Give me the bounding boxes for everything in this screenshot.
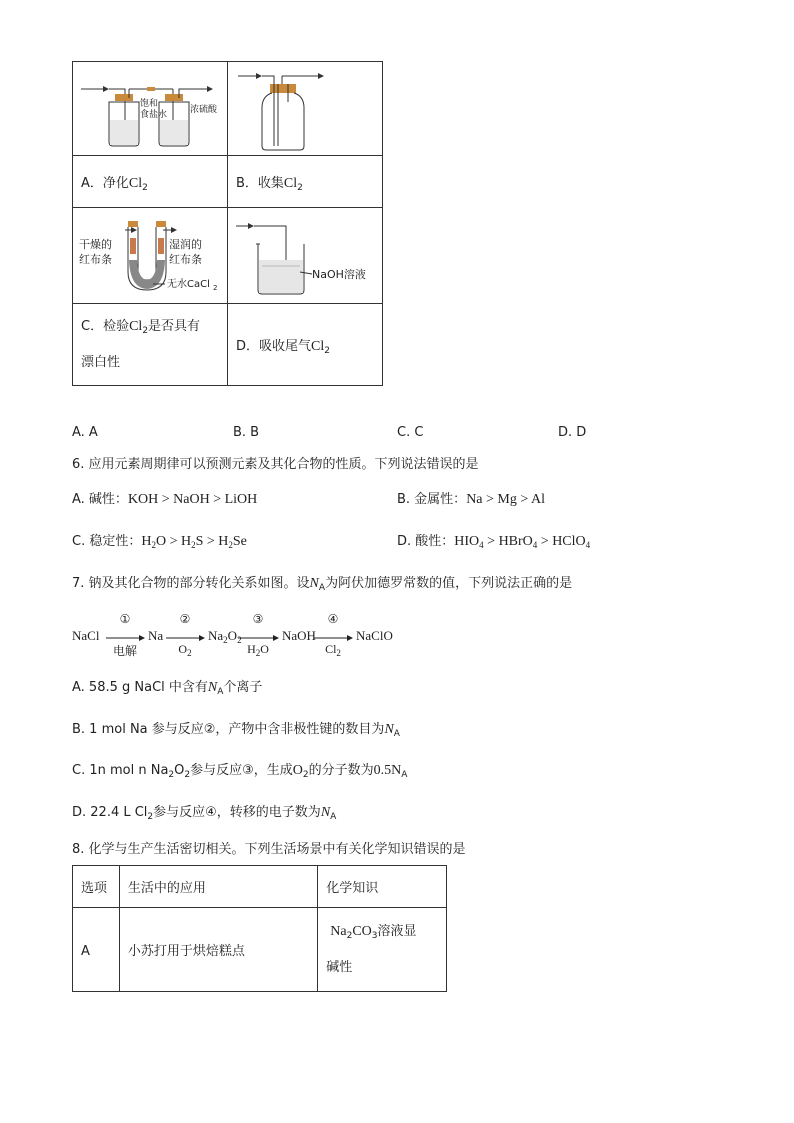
- fig-b-gas-bottle: [228, 62, 382, 155]
- q6-c-s: S > H: [195, 534, 229, 549]
- q7-d-pre: D. 22.4 L Cl: [72, 805, 148, 820]
- q6-c-sub1: 2: [151, 540, 156, 550]
- q7-option-a[interactable]: [72, 680, 262, 696]
- fig-d-label: NaOH溶液: [312, 268, 366, 281]
- q7-d-s: 2: [147, 812, 154, 822]
- q8-k-na: Na: [330, 923, 347, 939]
- q8-row-a-application-text: 小苏打用于烘焙糕点: [127, 944, 245, 959]
- q5-option-a[interactable]: A. A: [72, 425, 98, 440]
- q7-a-sub: A: [217, 687, 224, 697]
- q6-option-d[interactable]: [397, 534, 590, 550]
- q8-k-tail: 溶液显: [377, 923, 417, 939]
- q7-stem-post: 为阿伏加德罗常数的值，下列说法正确的是: [325, 576, 573, 591]
- q5-option-b[interactable]: B. B: [233, 425, 260, 440]
- cell-d-formula: Cl: [311, 338, 325, 354]
- q7-a-post: 个离子: [223, 680, 263, 695]
- fig-a-label-left: 饱和: [140, 99, 159, 109]
- arrow-4-bottom-cl: Cl: [325, 642, 337, 656]
- fig-c-label-right: 湿润的: [169, 238, 202, 251]
- q8-header-application: [119, 866, 317, 908]
- arrow-2-top: ②: [179, 612, 191, 626]
- chain-nacl: NaCl: [72, 628, 100, 643]
- arrow-2: [166, 634, 206, 642]
- cell-d-text: D．吸收尾气: [236, 338, 312, 354]
- q6-c-o: O > H: [155, 534, 192, 549]
- fig-c-u-tube: [73, 208, 227, 303]
- q6-d-1s: 4: [479, 540, 484, 550]
- q6-a-formula: KOH > NaOH > LiOH: [127, 492, 258, 507]
- q6-d-3: > HClO: [537, 534, 586, 549]
- fig-c-label-left-2: 红布条: [79, 253, 112, 266]
- q6-b-label: B. 金属性：: [397, 492, 467, 507]
- q8-header-knowledge-text: 化学知识: [326, 881, 379, 896]
- q7-c-o: O: [292, 763, 303, 778]
- q7-a-pre: A. 58.5 g NaCl 中含有: [72, 680, 208, 695]
- q8-table: [72, 865, 447, 992]
- cell-a-text: A．净化: [81, 175, 129, 191]
- q7-c-tail: 的分子数为: [308, 763, 374, 778]
- q6-c-label: C. 稳定性：: [72, 534, 142, 549]
- arrow-1: [106, 634, 146, 642]
- fig-a-label-right: 浓硫酸: [190, 105, 218, 115]
- arrow-4-top: ④: [327, 612, 339, 626]
- q6-a-label: A. 碱性：: [72, 492, 128, 507]
- q6-b-formula: Na > Mg > Al: [466, 492, 545, 507]
- q7-c-s2: 2: [184, 770, 191, 780]
- q7-b-na: N: [384, 722, 394, 737]
- q8-k-na-sub: 2: [346, 930, 353, 941]
- fig-c-label-left: 干燥的: [79, 238, 112, 251]
- arrow-3-bottom-o: O: [260, 642, 269, 656]
- q8-header-knowledge: [318, 866, 447, 908]
- q8-header-application-text: 生活中的应用: [127, 881, 206, 896]
- q8-header-option: [73, 866, 120, 908]
- chain-na2o2-s1: 2: [223, 635, 228, 645]
- q7-reaction-chain: [72, 612, 402, 662]
- q7-stem-na: N: [309, 576, 319, 591]
- q7-stem-na-sub: A: [318, 583, 326, 593]
- fig-a-cell: [73, 62, 228, 156]
- q7-a-na: N: [207, 680, 218, 695]
- fig-d-cell: [228, 208, 383, 304]
- q7-c-vals: A: [401, 770, 408, 780]
- arrow-3-bottom-sub: 2: [255, 648, 261, 658]
- q5-option-d[interactable]: D. D: [558, 425, 587, 440]
- q6-stem: 6. 应用元素周期律可以预测元素及其化合物的性质。下列说法错误的是: [72, 457, 479, 472]
- q6-d-3s: 4: [585, 540, 591, 550]
- q8-row-a-application: [119, 908, 317, 992]
- q7-c-post: 参与反应③，生成: [190, 763, 293, 778]
- fig-a-label-left-2: 食盐水: [140, 110, 168, 120]
- q6-option-a[interactable]: [72, 492, 257, 508]
- cell-b: [228, 156, 383, 208]
- arrow-3-bottom: [238, 642, 278, 657]
- q5-option-c[interactable]: C. C: [397, 425, 424, 440]
- arrow-4: [314, 634, 354, 642]
- q8-header-option-text: 选项: [81, 881, 108, 896]
- q7-b-pre: B. 1 mol Na 参与反应②，产物中含非极性键的数目为: [72, 722, 385, 737]
- arrow-1-top: ①: [119, 612, 131, 626]
- arrow-2-bottom: [166, 642, 204, 657]
- cell-b-formula: Cl: [283, 175, 298, 191]
- arrow-3-top: ③: [252, 612, 264, 626]
- q8-row-a-option: [73, 908, 120, 992]
- q7-c-mid: O: [174, 763, 185, 778]
- q8-k-co: CO: [352, 923, 372, 939]
- q6-option-c[interactable]: [72, 534, 247, 550]
- q6-d-label: D. 酸性：: [397, 534, 455, 549]
- cell-a: [73, 156, 228, 208]
- q6-c-se: Se: [232, 534, 247, 549]
- chain-naclo: NaClO: [356, 628, 393, 643]
- q6-c-h: H: [141, 534, 152, 549]
- cell-c: [73, 304, 228, 386]
- chain-na2o2-na: Na: [208, 628, 224, 643]
- q8-stem: 8. 化学与生产生活密切相关。下列生活场景中有关化学知识错误的是: [72, 842, 466, 857]
- q6-c-sub3: 2: [228, 540, 233, 550]
- cell-b-sub: 2: [297, 182, 303, 193]
- arrow-2-bottom-sub: 2: [187, 648, 192, 658]
- arrow-2-bottom-o: O: [178, 642, 188, 656]
- fig-a-wash-bottles: [73, 62, 227, 155]
- chain-na2o2-s2: 2: [237, 635, 242, 645]
- cell-c-tail: 是否具有: [148, 318, 201, 334]
- fig-d-beaker: [228, 208, 382, 303]
- q6-d-2s: 4: [532, 540, 538, 550]
- cell-b-text: B．收集: [236, 175, 284, 191]
- q7-d-sub: A: [330, 812, 337, 822]
- q7-option-c[interactable]: [72, 763, 407, 779]
- q7-b-sub: A: [393, 729, 400, 739]
- chain-na: Na: [148, 628, 164, 643]
- cell-a-sub: 2: [142, 182, 148, 193]
- q8-k-co-sub: 3: [371, 930, 378, 941]
- q6-d-1: HIO: [454, 534, 480, 549]
- cell-c-line2: 漂白性: [81, 354, 121, 370]
- fig-b-cell: [228, 62, 383, 156]
- arrow-4-bottom-sub: 2: [336, 648, 341, 658]
- q7-c-os: 2: [302, 770, 309, 780]
- fig-c-label-bottom: 无水CaCl: [167, 279, 210, 290]
- cell-d: [228, 304, 383, 386]
- chain-na2o2-o: O: [227, 628, 238, 643]
- q6-d-2: > HBrO: [483, 534, 533, 549]
- q8-k-line2: 碱性: [326, 959, 353, 975]
- cell-d-sub: 2: [324, 345, 330, 356]
- q5-apparatus-table: [72, 61, 383, 386]
- arrow-4-bottom: [314, 642, 352, 657]
- q7-d-post: 参与反应④，转移的电子数为: [153, 805, 321, 820]
- q7-d-na: N: [320, 805, 331, 820]
- cell-a-formula: Cl: [128, 175, 143, 191]
- q7-option-b[interactable]: [72, 722, 400, 738]
- q6-c-sub2: 2: [191, 540, 196, 550]
- cell-c-text: C．检验: [81, 318, 130, 334]
- q7-c-s1: 2: [168, 770, 175, 780]
- fig-c-label-bottom-sub: 2: [213, 284, 218, 292]
- fig-c-cell: [73, 208, 228, 304]
- q7-stem: [72, 576, 572, 592]
- fig-c-label-right-2: 红布条: [169, 253, 202, 266]
- chain-naoh: NaOH: [282, 628, 316, 643]
- arrow-3-bottom-h: H: [247, 642, 256, 656]
- arrow-1-bottom: 电解: [112, 644, 137, 658]
- q7-c-val: 0.5N: [373, 763, 402, 778]
- q7-option-d[interactable]: [72, 805, 336, 821]
- q7-stem-pre: 7. 钠及其化合物的部分转化关系如图。设: [72, 576, 310, 591]
- q6-option-b[interactable]: [397, 492, 545, 508]
- q8-row-a-option-text: A: [81, 944, 90, 959]
- chain-na2o2: [208, 628, 242, 644]
- cell-c-sub: 2: [142, 325, 149, 336]
- arrow-3: [238, 634, 280, 642]
- q7-c-pre: C. 1n mol n Na: [72, 763, 169, 778]
- cell-c-formula: Cl: [129, 318, 143, 334]
- q8-row-a-knowledge: [318, 908, 447, 992]
